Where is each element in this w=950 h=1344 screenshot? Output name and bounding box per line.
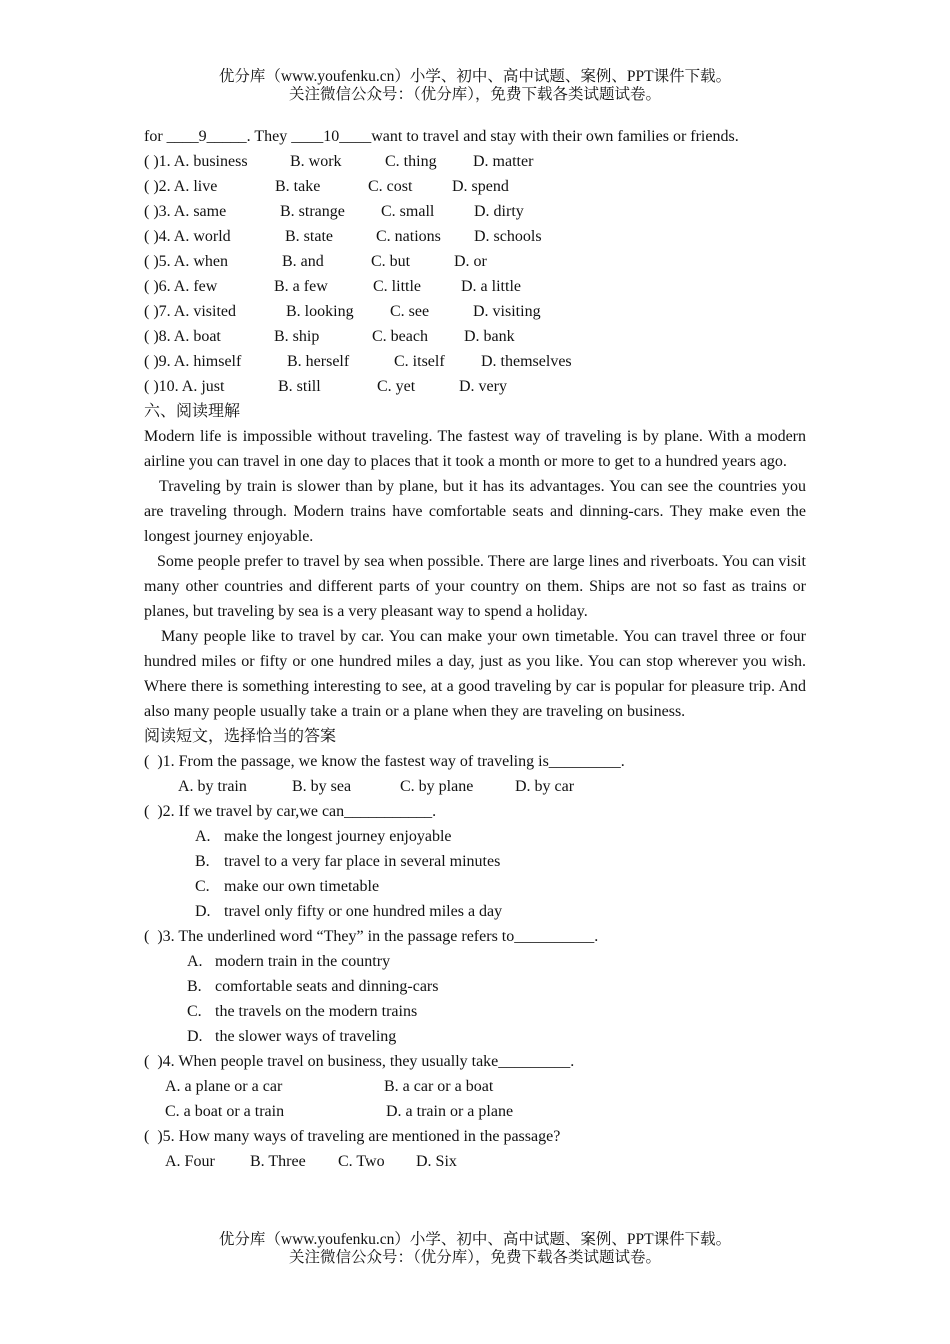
option-c: C. yet [377,378,416,395]
footer-line-2: 关注微信公众号：（优分库），免费下载各类试题试卷。 [288,1249,661,1266]
option-c: C. thing [385,153,437,170]
question-2-option-b [144,849,806,874]
option-a: ( )10. A. just [144,378,225,395]
option-d: D. a little [461,278,521,295]
option-d: D. Six [416,1153,457,1170]
option-text: travel only fifty or one hundred miles a day [224,903,503,920]
header-line-2: 关注微信公众号：（优分库），免费下载各类试题试卷。 [288,86,661,103]
option-a: ( )8. A. boat [144,328,221,345]
option-d: D. visiting [473,303,541,320]
option-letter: B. [187,978,202,995]
option-text: the travels on the modern trains [215,1003,418,1020]
section-title: 六、阅读理解 [144,403,241,420]
question-1-stem: ( )1. From the passage, we know the fastest way of traveling is_________. [144,753,625,770]
question-2-option-c [144,874,806,899]
question-3-option-c [144,999,806,1024]
option-c: C. little [373,278,421,295]
cloze-question-4 [144,224,806,249]
option-b: B. a car or a boat [384,1078,494,1095]
option-c: C. beach [372,328,428,345]
option-text: the slower ways of traveling [215,1028,397,1045]
option-c: C. small [381,203,435,220]
page-header [0,68,950,104]
cloze-question-8 [144,324,806,349]
question-3-option-d [144,1024,806,1049]
question-4-options-row-1 [144,1074,806,1099]
cloze-question-10 [144,374,806,399]
option-b: B. herself [287,353,350,370]
header-line-1: 优分库（www.youfenku.cn）小学、初中、高中试题、案例、PPT课件下载。 [218,68,732,85]
option-a: ( )7. A. visited [144,303,236,320]
cloze-question-9 [144,349,806,374]
option-text: make our own timetable [224,878,380,895]
page-footer [0,1231,950,1267]
option-a: ( )9. A. himself [144,353,242,370]
option-letter: C. [187,1003,202,1020]
cloze-question-7 [144,299,806,324]
option-a: A. Four [165,1153,215,1170]
cloze-question-5 [144,249,806,274]
option-c: C. a boat or a train [165,1103,285,1120]
option-a: A. a plane or a car [165,1078,283,1095]
question-4-stem: ( )4. When people travel on business, they usually take_________. [144,1053,575,1070]
cloze-question-1 [144,149,806,174]
footer-line-1: 优分库（www.youfenku.cn）小学、初中、高中试题、案例、PPT课件下载。 [218,1231,732,1248]
option-b: B. Three [250,1153,306,1170]
passage-paragraph-4: Many people like to travel by car. You can make your own timetable. You can travel three or four hundred miles or fifty or one hundred miles a day, just as you like. You can stop wherever you wish. Where there is something interesting to see, at a good traveling by car is popular for pleasure trip. And also many people usually take a train or a plane when they are traveling on business. [144,628,806,720]
option-letter: D. [195,903,211,920]
option-b: B. still [278,378,321,395]
option-b: B. looking [286,303,354,320]
cloze-question-3 [144,199,806,224]
option-d: D. very [459,378,507,395]
passage-paragraph-3: Some people prefer to travel by sea when possible. There are large lines and riverboats. You can visit many other countries and different parts of your country on them. Ships are not so fast as trains or planes, but traveling by sea is a very pleasant way to spend a holiday. [144,553,806,620]
option-a: ( )2. A. live [144,178,218,195]
cloze-questions [144,149,806,399]
option-text: make the longest journey enjoyable [224,828,452,845]
option-text: travel to a very far place in several minutes [224,853,501,870]
reading-instruction: 阅读短文，选择恰当的答案 [144,728,337,745]
option-b: B. a few [274,278,328,295]
option-d: D. themselves [481,353,572,370]
question-3-option-a [144,949,806,974]
passage-paragraph-2: Traveling by train is slower than by plane, but it has its advantages. You can see the countries you are traveling through. Modern trains have comfortable seats and dinning-cars. They make even the longest journey enjoyable. [144,478,806,545]
option-letter: D. [187,1028,203,1045]
question-2-stem: ( )2. If we travel by car,we can___________. [144,803,437,820]
question-1-options [144,774,806,799]
option-d: D. bank [464,328,515,345]
option-letter: C. [195,878,210,895]
option-c: C. but [371,253,411,270]
question-2-option-d [144,899,806,924]
question-3-stem: ( )3. The underlined word “They” in the passage refers to__________. [144,928,599,945]
option-b: B. by sea [292,778,352,795]
option-d: D. by car [515,778,575,795]
cloze-intro: for ____9_____. They ____10____want to travel and stay with their own families or friends. [144,128,739,145]
option-text: modern train in the country [215,953,391,970]
option-a: ( )4. A. world [144,228,231,245]
option-d: D. spend [452,178,509,195]
option-c: C. see [390,303,430,320]
option-a: ( )6. A. few [144,278,218,295]
option-a: A. by train [178,778,247,795]
option-b: B. ship [274,328,320,345]
option-c: C. Two [338,1153,385,1170]
option-letter: A. [187,953,203,970]
option-b: B. state [285,228,333,245]
question-4-options-row-2 [144,1099,806,1124]
question-2-option-a [144,824,806,849]
option-letter: A. [195,828,211,845]
question-5-options [144,1149,806,1174]
question-5-stem: ( )5. How many ways of traveling are mentioned in the passage? [144,1128,561,1145]
option-d: D. or [454,253,487,270]
question-3-option-b [144,974,806,999]
cloze-question-6 [144,274,806,299]
option-d: D. matter [473,153,534,170]
option-c: C. itself [394,353,445,370]
passage-paragraph-1: Modern life is impossible without traveling. The fastest way of traveling is by plane. With a modern airline you can travel in one day to places that it took a month or more to get to a hundred years ago. [144,428,806,470]
main-content [144,124,806,1174]
cloze-question-2 [144,174,806,199]
option-c: C. cost [368,178,413,195]
option-c: C. nations [376,228,441,245]
option-letter: B. [195,853,210,870]
option-a: ( )5. A. when [144,253,228,270]
option-d: D. dirty [474,203,524,220]
option-d: D. a train or a plane [386,1103,514,1120]
option-b: B. strange [280,203,345,220]
option-d: D. schools [474,228,542,245]
option-c: C. by plane [400,778,474,795]
option-b: B. and [282,253,324,270]
option-a: ( )3. A. same [144,203,227,220]
option-a: ( )1. A. business [144,153,248,170]
option-b: B. work [290,153,342,170]
option-text: comfortable seats and dinning-cars [215,978,439,995]
option-b: B. take [275,178,321,195]
